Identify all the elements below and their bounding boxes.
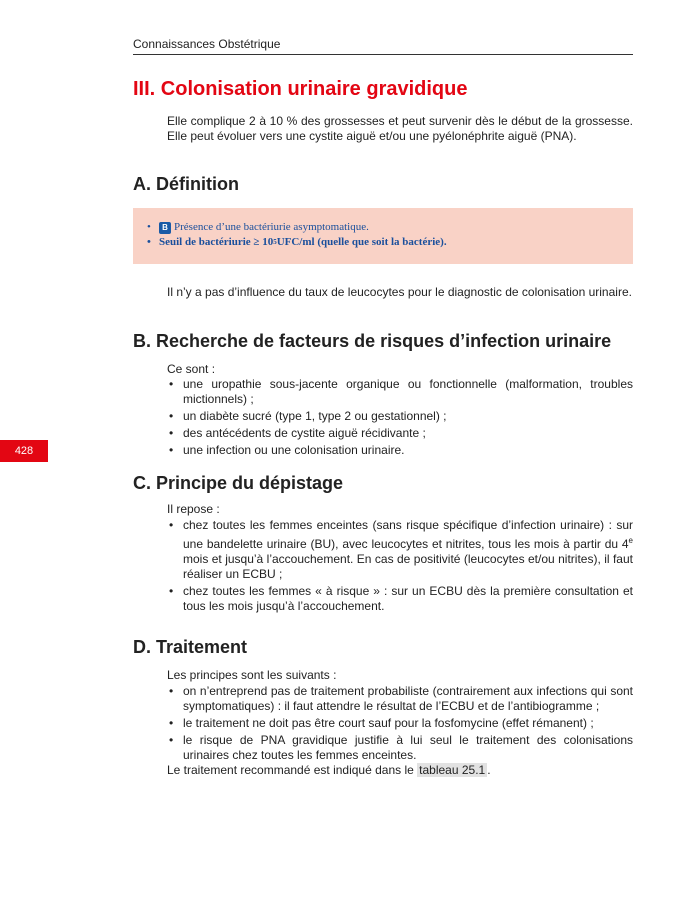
list-item: • le traitement ne doit pas être court sauf pour la fosfomycine (effet rémanent) ; xyxy=(167,716,633,731)
definition-note: Il n’y a pas d’influence du taux de leucocytes pour le diagnostic de colonisation urinaire. xyxy=(167,285,632,299)
page-number-tab: 428 xyxy=(0,440,48,462)
list-item: • des antécédents de cystite aiguë récidivante ; xyxy=(167,426,633,441)
list-item: • le risque de PNA gravidique justifie à lui seul le traitement des colonisations urinaires chez toutes les femmes enceintes. xyxy=(167,733,633,763)
definition-box xyxy=(133,208,633,264)
section-title: III. Colonisation urinaire gravidique xyxy=(133,78,468,100)
level-b-badge-icon: B xyxy=(159,222,171,234)
definition-item-2-prefix: Seuil de bactériurie ≥ 10 xyxy=(159,236,274,248)
table-reference-link[interactable]: tableau 25.1 xyxy=(419,763,486,777)
intro-paragraph: Elle complique 2 à 10 % des grossesses et peut survenir dès le début de la grossesse. Elle peut évoluer vers une cystite aiguë et/ou une pyélonéphrite aiguë (PNA). xyxy=(167,114,633,143)
list-item: • chez toutes les femmes « à risque » : sur un ECBU dès la première consultation et tous les mois jusqu’à l’accouchement. xyxy=(167,584,633,614)
risk-heading: B. Recherche de facteurs de risques d’infection urinaire xyxy=(133,331,612,351)
treatment-list xyxy=(167,684,633,765)
treatment-heading: D. Traitement xyxy=(133,637,248,657)
list-item: • une infection ou une colonisation urinaire. xyxy=(167,443,633,458)
list-item: • on n’entreprend pas de traitement probabiliste (contrairement aux infections qui sont symptomatiques) : il faut attendre le résultat de l’ECBU et de l’antibiogramme ; xyxy=(167,684,633,714)
risk-list xyxy=(167,377,633,460)
treatment-lead: Les principes sont les suivants : xyxy=(167,668,337,682)
definition-item-2-exponent: 5 xyxy=(273,238,277,246)
bullet-icon: • xyxy=(147,221,151,233)
definition-item-2 xyxy=(147,235,633,250)
treatment-closing-suffix: . xyxy=(487,763,491,777)
list-item: • une uropathie sous-jacente organique ou fonctionnelle (malformation, troubles mictionnels) ; xyxy=(167,377,633,407)
bullet-icon: • xyxy=(147,236,151,248)
list-item xyxy=(167,518,633,582)
treatment-closing-prefix: Le traitement recommandé est indiqué dans le xyxy=(167,763,418,777)
risk-lead: Ce sont : xyxy=(167,362,216,376)
screening-item-1-b: mois et jusqu’à l’accouchement. En cas de positivité (leucocytes et/ou nitrites), il faut réaliser un ECBU ; xyxy=(183,552,633,581)
screening-heading: C. Principe du dépistage xyxy=(133,473,344,493)
definition-item-1 xyxy=(147,220,633,235)
screening-item-1-a: chez toutes les femmes enceintes (sans risque spécifique d’infection urinaire) : sur une bandelette urinaire (BU), avec leucocytes et nitrites, tous les mois à partir du 4 xyxy=(183,518,633,551)
screening-list xyxy=(167,518,633,616)
list-item: • un diabète sucré (type 1, type 2 ou gestationnel) ; xyxy=(167,409,633,424)
treatment-closing xyxy=(167,763,633,778)
screening-lead: Il repose : xyxy=(167,502,220,516)
definition-heading: A. Définition xyxy=(133,174,239,194)
running-head: Connaissances Obstétrique xyxy=(133,37,633,55)
screening-item-1-sup: e xyxy=(628,536,633,545)
definition-item-1-text: Présence d’une bactériurie asymptomatique. xyxy=(174,221,369,233)
definition-item-2-suffix: UFC/ml (quelle que soit la bactérie). xyxy=(276,236,447,248)
